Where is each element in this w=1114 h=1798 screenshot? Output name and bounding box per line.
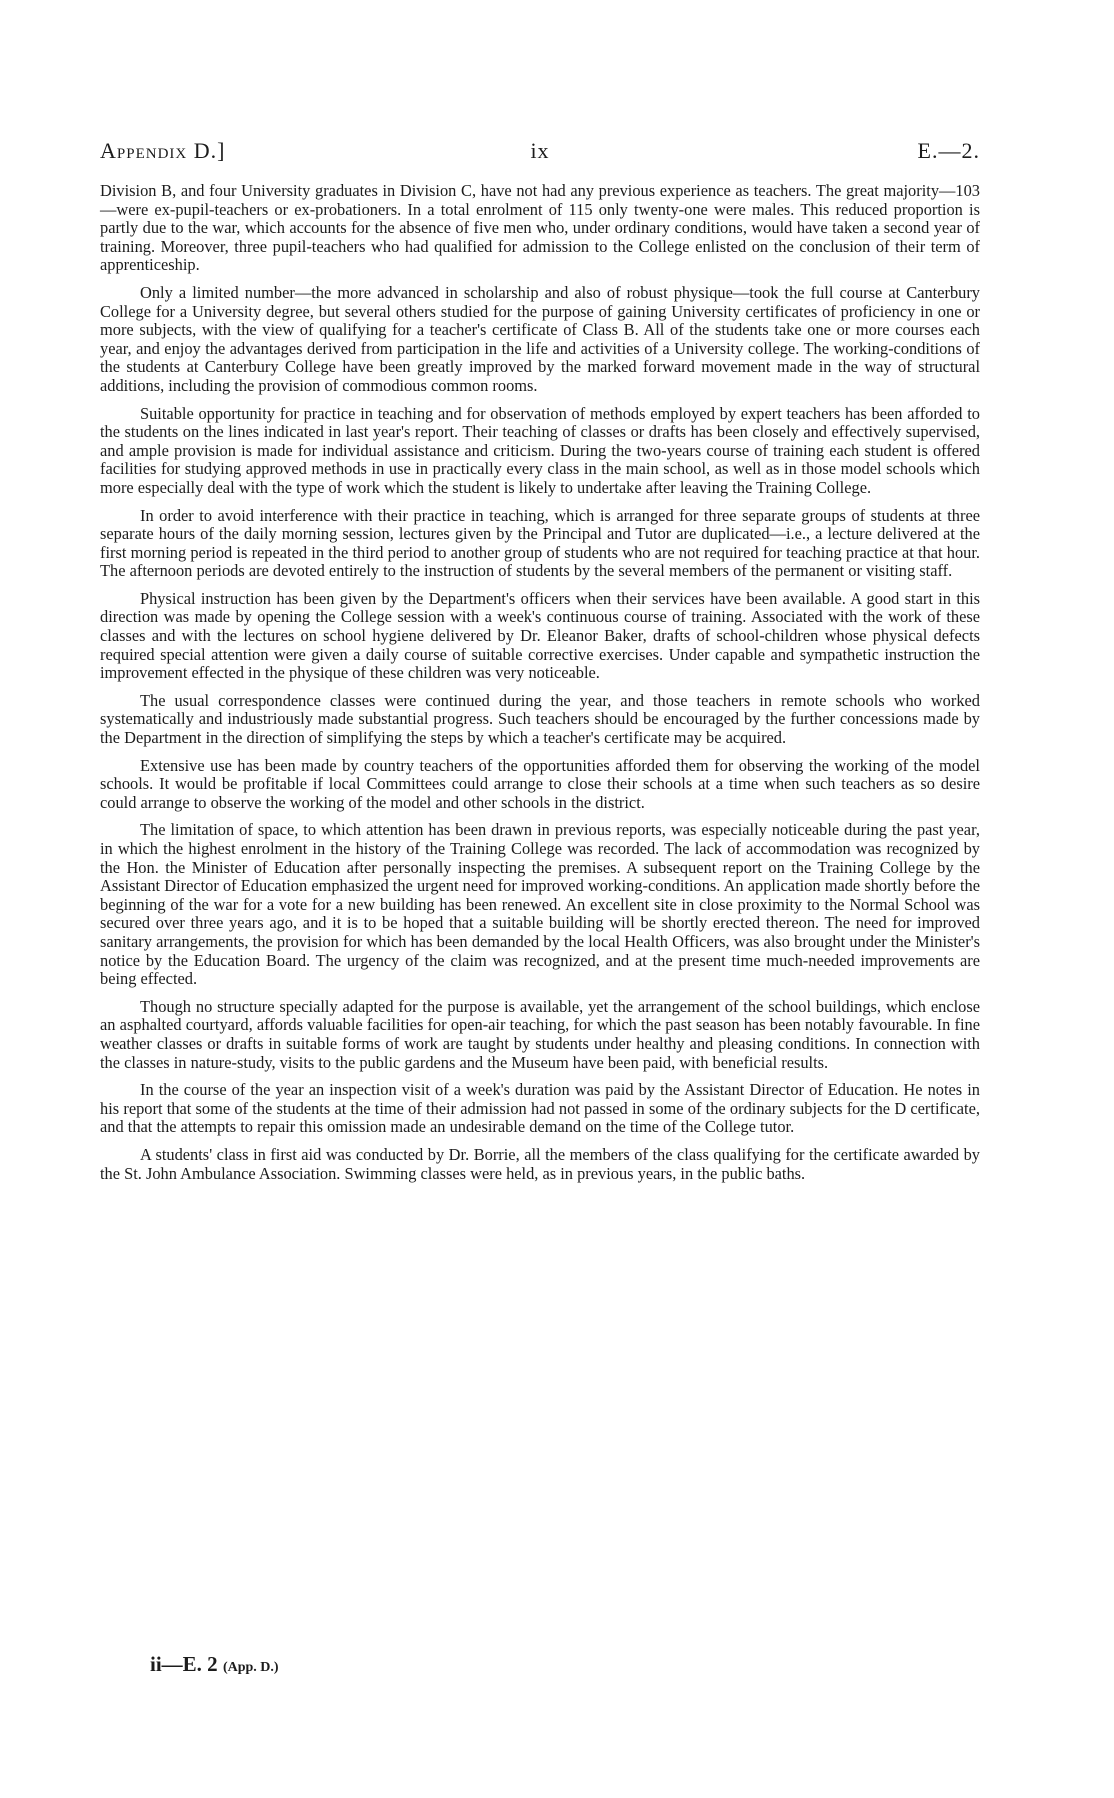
paragraph: Only a limited number—the more advanced in scholarship and also of robust physique—took the full course at Canterbury College for a University degree, but several others studied for the purpose of gaining University certificates of proficiency in one or more subjects, with the view of qualifying for a teacher's certificate of Class B. All of the students take one or more courses each year, and enjoy the advantages derived from participation in the life and activities of a University college. The working-conditions of the students at Canterbury College have been greatly improved by the marked forward movement made in the way of structural additions, including the provision of commodious common rooms. xyxy=(100,282,980,395)
paragraph: The limitation of space, to which attention has been drawn in previous reports, was especially noticeable during the past year, in which the highest enrolment in the history of the Training College was recorded. The lack of accommodation was recognized by the Hon. the Minister of Education after personally inspecting the premises. A subsequent report on the Training College by the Assistant Director of Education emphasized the urgent need for improved working-conditions. An application made shortly before the beginning of the war for a vote for a new building has been renewed. An excellent site in close proximity to the Normal School was secured over three years ago, and it is to be hoped that a suitable building will be shortly erected thereon. The need for improved sanitary arrangements, the provision for which has been demanded by the local Health Officers, was also brought under the Minister's notice by the Education Board. The urgency of the claim was recognized, and at the present time much-needed improvements are being effected. xyxy=(100,820,980,989)
footer-signature: ii—E. 2 xyxy=(150,1652,218,1676)
page-header xyxy=(100,138,980,168)
paragraph: In order to avoid interference with their practice in teaching, which is arranged for three separate groups of students at three separate hours of the daily morning session, lectures given by the Principal and Tutor are duplicated—i.e., a lecture delivered at the first morning period is repeated in the third period to another group of students who are not required for teaching practice at that hour. The afternoon periods are devoted entirely to the instruction of students by the several members of the permanent or visiting staff. xyxy=(100,505,980,581)
footer-appendix-note: (App. D.) xyxy=(222,1660,279,1675)
paragraph: The usual correspondence classes were continued during the year, and those teachers in remote schools who worked systematically and industriously made substantial progress. Such teachers should be encouraged by the further concessions made by the Department in the direction of simplifying the steps by which a teacher's certificate may be acquired. xyxy=(100,690,980,748)
paragraph: Suitable opportunity for practice in teaching and for observation of methods employed by expert teachers has been afforded to the students on the lines indicated in last year's report. Their teaching of classes or drafts has been closely and effectively supervised, and ample provision is made for individual assistance and criticism. During the two-years course of training each student is offered facilities for studying approved methods in use in practically every class in the main school, as well as in those model schools which more especially deal with the type of work which the student is likely to undertake after leaving the Training College. xyxy=(100,403,980,497)
paragraph: Though no structure specially adapted for the purpose is available, yet the arrangement of the school buildings, which enclose an asphalted courtyard, affords valuable facilities for open-air teaching, for which the past season has been notably favourable. In fine weather classes or drafts in suitable forms of work are taught by students under healthy and pleasing conditions. In connection with the classes in nature-study, visits to the public gardens and the Museum have been paid, with beneficial results. xyxy=(100,996,980,1072)
paragraph-continuation: Division B, and four University graduates in Division C, have not had any previous experience as teachers. The great majority—103—were ex-pupil-teachers or ex-probationers. In a total enrolment of 115 only twenty-one were males. This reduced proportion is partly due to the war, which accounts for the absence of five men who, under ordinary conditions, would have taken a second year of training. Moreover, three pupil-teachers who had qualified for admission to the College enlisted on the conclusion of their term of apprenticeship. xyxy=(100,181,980,275)
page-footer xyxy=(150,1652,279,1677)
paragraph: In the course of the year an inspection visit of a week's duration was paid by the Assistant Director of Education. He notes in his report that some of the students at the time of their admission had not passed in some of the ordinary subjects for the D certificate, and that the attempts to repair this omission made an undesirable demand on the time of the College tutor. xyxy=(100,1080,980,1137)
header-appendix-label: Appendix D.] xyxy=(100,138,226,163)
header-page-number: ix xyxy=(530,138,550,163)
paragraph: Physical instruction has been given by the Department's officers when their services have been available. A good start in this direction was made by opening the College session with a week's continuous course of training. Associated with the work of these classes and with the lectures on school hygiene delivered by Dr. Eleanor Baker, drafts of school-children whose physical defects required special attention were given a daily course of suitable corrective exercises. Under capable and sympathetic instruction the improvement effected in the physique of these children was very noticeable. xyxy=(100,588,980,683)
paragraph: Extensive use has been made by country teachers of the opportunities afforded them for observing the working of the model schools. It would be profitable if local Committees could arrange to close their schools at a time when such teachers as so desire could arrange to observe the working of the model and other schools in the district. xyxy=(100,755,980,812)
header-document-code: E.—2. xyxy=(917,138,980,163)
body-text xyxy=(100,182,980,1192)
paragraph: A students' class in first aid was conducted by Dr. Borrie, all the members of the class qualifying for the certificate awarded by the St. John Ambulance Association. Swimming classes were held, as in previous years, in the public baths. xyxy=(100,1144,980,1183)
